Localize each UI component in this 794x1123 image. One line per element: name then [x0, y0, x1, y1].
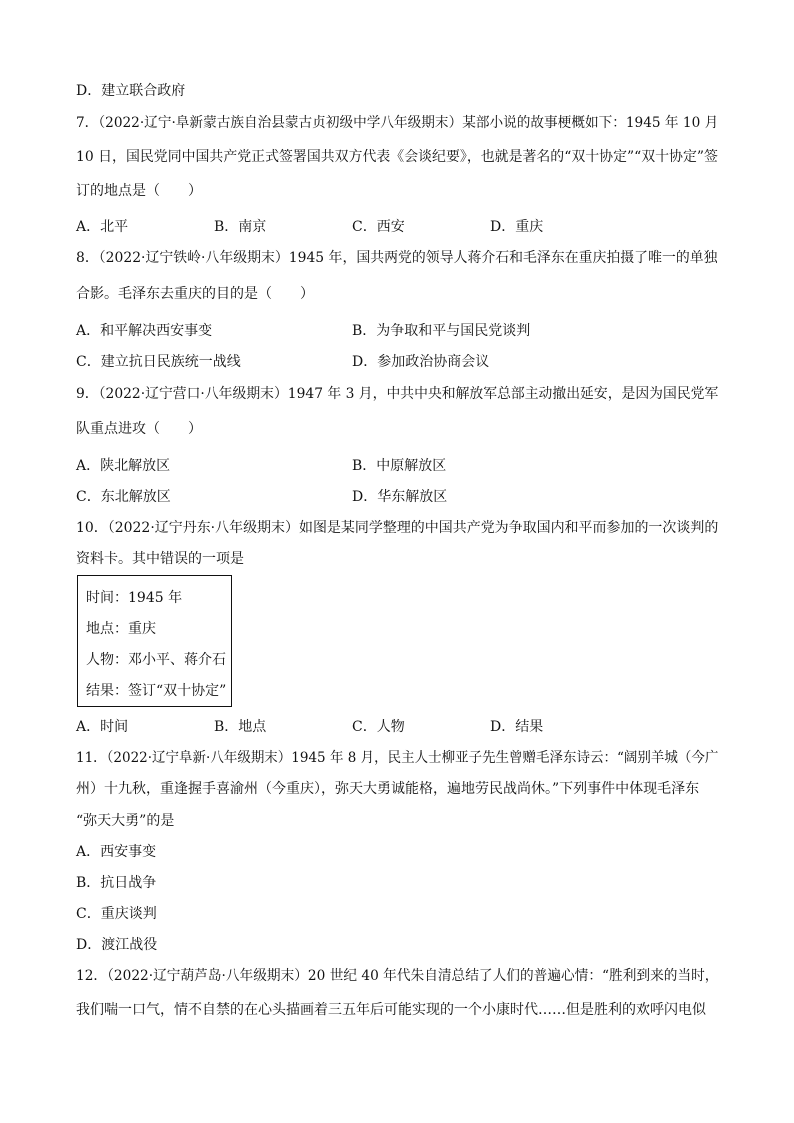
q8-stem-line-2: 合影。毛泽东去重庆的目的是（ ） [76, 286, 314, 302]
q8-option-c: C．建立抗日民族统一战线 [76, 354, 241, 370]
q9-stem-line-2: 队重点进攻（ ） [76, 421, 202, 437]
q7-stem-line-1: 7．（2022·辽宁·阜新蒙古族自治县蒙古贞初级中学八年级期末）某部小说的故事梗概如下：1945 年 10 月 [76, 115, 719, 131]
q10-stem-line-1: 10．（2022·辽宁丹东·八年级期末）如图是某同学整理的中国共产党为争取国内和平而参加的一次谈判的 [76, 520, 719, 536]
q11-stem-line-2: 州）十九秋，重逢握手喜渝州（今重庆），弥天大勇诚能格，遍地劳民战尚休。”下列事件中体现毛泽东 [76, 781, 700, 797]
q11-option-a: A．西安事变 [76, 844, 157, 860]
card-time: 时间：1945 年 [86, 590, 183, 606]
card-place: 地点：重庆 [86, 621, 156, 637]
q8-option-b: B．为争取和平与国民党谈判 [352, 323, 531, 339]
info-card [77, 575, 232, 707]
q7-stem-line-3: 订的地点是（ ） [76, 183, 202, 199]
q8-option-a: A．和平解决西安事变 [76, 323, 213, 339]
q9-option-c: C．东北解放区 [76, 489, 171, 505]
q8-stem-line-1: 8．（2022·辽宁铁岭·八年级期末）1945 年，国共两党的领导人蒋介石和毛泽东在重庆拍摄了唯一的单独 [76, 250, 718, 266]
q11-stem-line-1: 11．（2022·辽宁阜新·八年级期末）1945 年 8 月，民主人士柳亚子先生曾赠毛泽东诗云：“阔别羊城（今广 [76, 750, 719, 766]
q7-stem-line-2: 10 日，国民党同中国共产党正式签署国共双方代表《会谈纪要》，也就是著名的“双十协定”“双十协定”签 [76, 149, 718, 165]
q9-option-b: B．中原解放区 [352, 458, 447, 474]
q11-stem-line-3: “弥天大勇”的是 [76, 813, 175, 829]
q11-option-d: D．渡江战役 [76, 937, 158, 953]
q7-option-a: A．北平 [76, 219, 129, 235]
q9-stem-line-1: 9．（2022·辽宁营口·八年级期末）1947 年 3 月，中共中央和解放军总部主动撤出延安，是因为国民党军 [76, 386, 719, 402]
q10-stem-line-2: 资料卡。其中错误的一项是 [76, 551, 244, 567]
card-result: 结果：签订“双十协定” [86, 683, 227, 699]
q7-option-d: D．重庆 [490, 219, 544, 235]
q7-option-c: C．西安 [352, 219, 405, 235]
q11-option-b: B．抗日战争 [76, 875, 157, 891]
q10-option-d: D．结果 [490, 719, 544, 735]
q7-option-b: B．南京 [214, 219, 267, 235]
q6-option-d: D．建立联合政府 [76, 83, 186, 99]
q10-option-a: A．时间 [76, 719, 129, 735]
q12-stem-line-1: 12．（2022·辽宁葫芦岛·八年级期末）20 世纪 40 年代朱自清总结了人们的普遍心情：“胜利到来的当时， [76, 968, 719, 984]
q12-stem-line-2: 我们喘一口气，情不自禁的在心头描画着三五年后可能实现的一个小康时代……但是胜利的欢呼闪电似 [76, 1002, 706, 1018]
q8-option-d: D．参加政治协商会议 [352, 354, 490, 370]
q9-option-d: D．华东解放区 [352, 489, 448, 505]
q10-option-b: B．地点 [214, 719, 267, 735]
q11-option-c: C．重庆谈判 [76, 906, 157, 922]
q9-option-a: A．陕北解放区 [76, 458, 171, 474]
card-people: 人物：邓小平、蒋介石 [86, 652, 226, 668]
q10-option-c: C．人物 [352, 719, 405, 735]
